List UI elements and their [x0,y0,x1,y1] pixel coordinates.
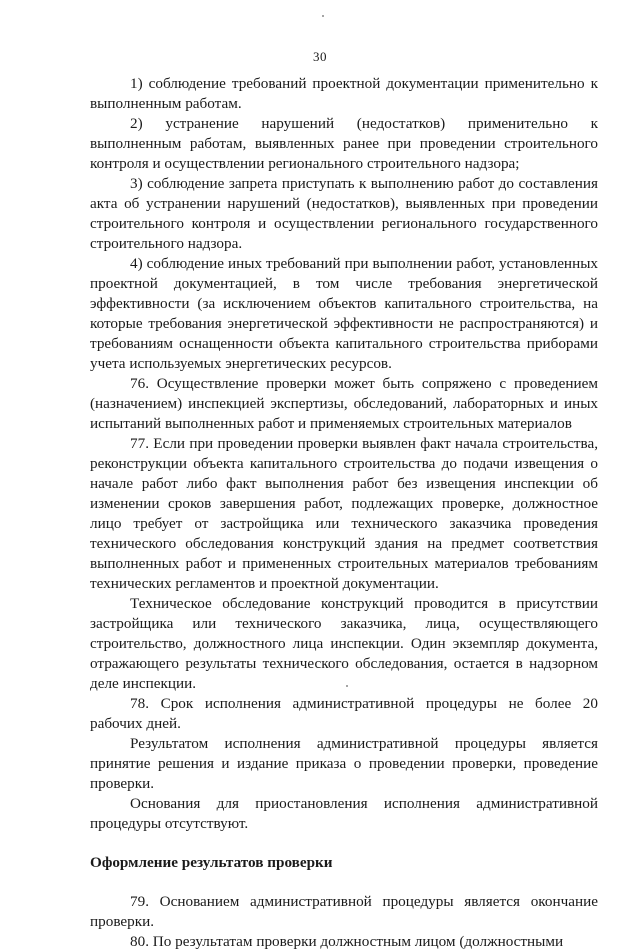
paragraph-item-1: 1) соблюдение требований проектной документации применительно к выполненным работам. [90,75,598,112]
paragraph-80: 80. По результатам проверки должностным лицом (должностными [130,933,564,950]
paragraph-76: 76. Осуществление проверки может быть сопряжено с проведением (назначением) инспекцией экспертизы, обследований, лабораторных и иных испытаний выполненных работ и применяемых строительных материалов [90,375,598,432]
paragraph-item-2: 2) устранение нарушений (недостатков) применительно к выполненным работам, выявленных ранее при проведении строительного контроля и осуществлении регионального строительного надзора; [90,115,598,172]
paragraph-tech-inspection: Техническое обследование конструкций проводится в присутствии застройщика или технического заказчика, лица, осуществляющего строительство, должностного лица инспекции. Один экземпляр документа, отражающего результаты технического обследования, остается в надзорном деле инспекции. [90,595,598,692]
paragraph-item-3: 3) соблюдение запрета приступать к выполнению работ до составления акта об устранении нарушений (недостатков), выявленных при проведении строительного контроля и осуществлении регионального государственного строительного надзора. [90,175,598,252]
paragraph-result: Результатом исполнения административной процедуры является принятие решения и издание приказа о проведении проверки, проведение проверки. [90,735,598,792]
document-body [90,74,598,952]
section-heading: Оформление результатов проверки [90,854,333,871]
paragraph-78: 78. Срок исполнения административной процедуры не более 20 рабочих дней. [90,695,598,732]
paragraph-79: 79. Основанием административной процедуры является окончание проверки. [90,893,598,930]
paragraph-grounds: Основания для приостановления исполнения административной процедуры отсутствуют. [90,795,598,832]
paragraph-77: 77. Если при проведении проверки выявлен факт начала строительства, реконструкции объекта капитального строительства до подачи извещения о начале работ либо факт выполнения работ без извещения инспекции об изменении сроков завершения работ, подлежащих проверке, должностное лицо требует от застройщика или технического заказчика проведения технического обследования конструкций здания на предмет соответствия выполненных работ и примененных строительных материалов требованиям технических регламентов и проектной документации. [90,435,598,592]
scan-speck [322,15,324,17]
paragraph-item-4: 4) соблюдение иных требований при выполнении работ, установленных проектной документацией, в том числе требования энергетической эффективности (за исключением объектов капитального строительства, на которые требования энергетической эффективности не распространяются) и требованиям оснащенности объекта капитального строительства приборами учета используемых энергетических ресурсов. [90,255,598,372]
page-number: 30 [313,49,327,64]
